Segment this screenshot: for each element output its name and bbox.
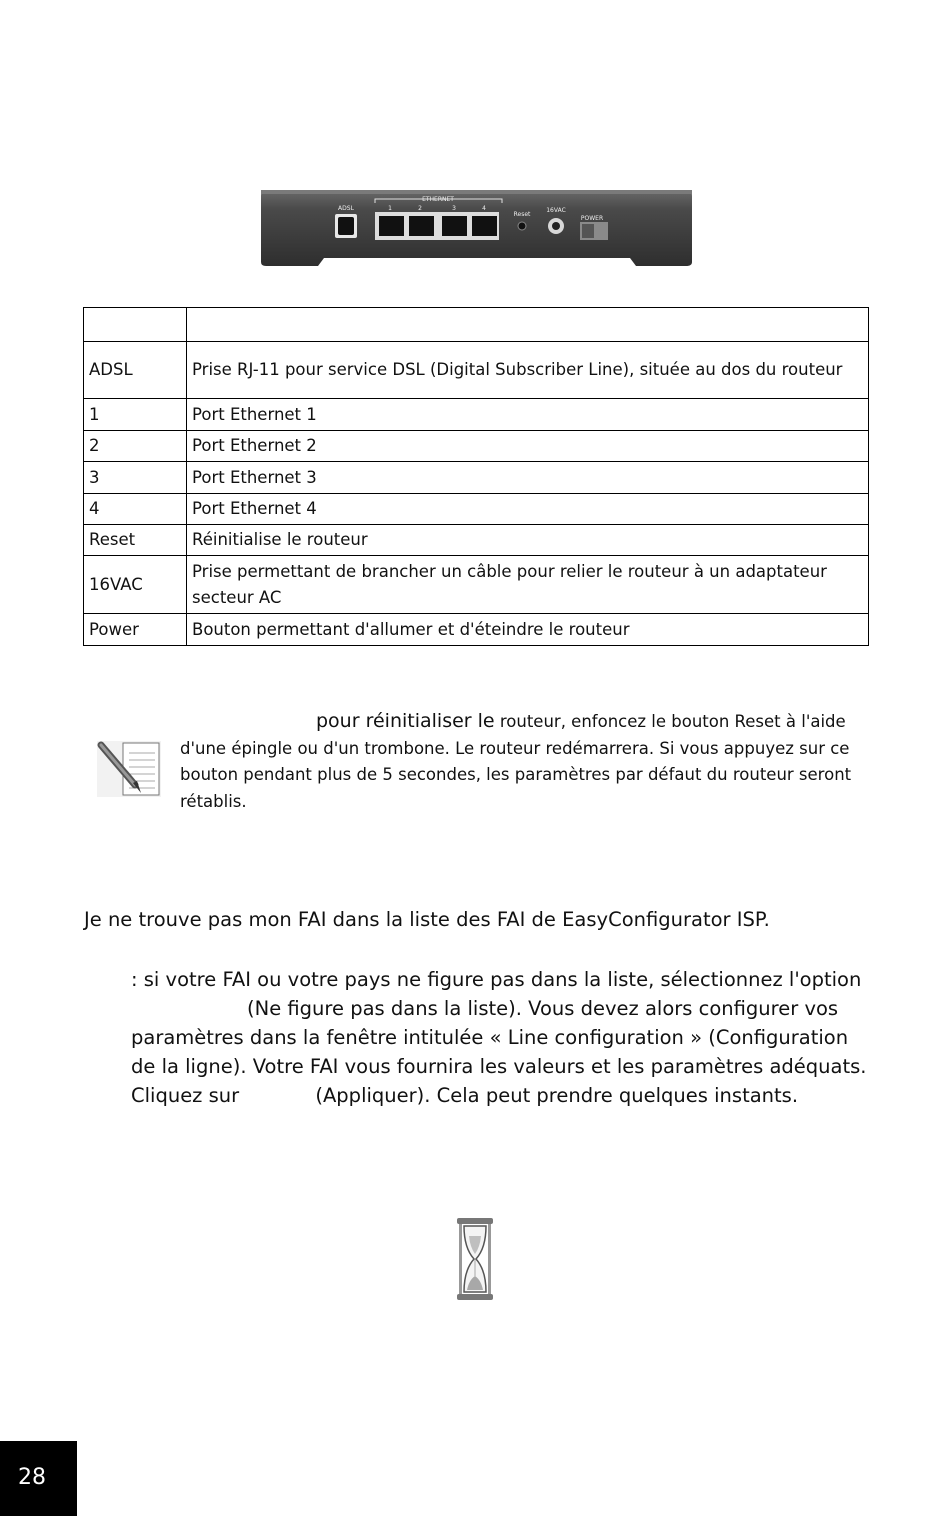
router-label-ethernet: ETHERNET	[422, 196, 454, 203]
router-back-panel-image	[258, 186, 694, 270]
table-row	[84, 399, 869, 431]
port-name: Reset	[84, 525, 187, 556]
router-label-port4: 4	[482, 205, 486, 212]
faq-answer-part3: (Appliquer). Cela peut prendre quelques instants.	[315, 1084, 799, 1107]
note-body: routeur, enfoncez le bouton Reset à l'aide d'une épingle ou d'un trombone. Le routeur redémarrera. Si vous appuyez sur ce bouton pendant plus de 5 secondes, les paramètres par défaut du routeur seront rétablis.	[180, 712, 852, 811]
port-name: 4	[84, 494, 187, 525]
port-description: Bouton permettant d'allumer et d'éteindre le routeur	[187, 614, 869, 646]
reset-note	[180, 708, 880, 815]
table-row	[84, 494, 869, 525]
port-description: Port Ethernet 1	[187, 399, 869, 431]
faq-answer-part2: (Ne figure pas dans la liste). Vous devez alors configurer vos paramètres dans la fenêtre intitulée « Line configuration » (Configuration de la ligne). Votre FAI vous fournira les valeurs et les paramètres adéquats. Cliquez sur	[131, 997, 867, 1107]
hourglass-icon	[443, 1214, 507, 1304]
router-label-port2: 2	[418, 205, 422, 212]
port-name: 16VAC	[84, 556, 187, 614]
port-description: Port Ethernet 3	[187, 462, 869, 494]
table-row	[84, 556, 869, 614]
ports-table	[83, 307, 869, 646]
page-number-tab	[0, 1441, 77, 1516]
port-name: 3	[84, 462, 187, 494]
table-row	[84, 431, 869, 462]
port-description: Prise RJ-11 pour service DSL (Digital Subscriber Line), située au dos du routeur	[187, 342, 869, 399]
faq-answer-part1: : si votre FAI ou votre pays ne figure pas dans la liste, sélectionnez l'option	[131, 968, 862, 991]
table-row	[84, 342, 869, 399]
page-number: 28	[18, 1465, 46, 1490]
router-label-power: POWER	[580, 215, 604, 222]
faq-question: Je ne trouve pas mon FAI dans la liste des FAI de EasyConfigurator ISP.	[84, 908, 770, 931]
port-description: Port Ethernet 2	[187, 431, 869, 462]
faq-answer	[131, 965, 871, 1110]
table-header-cell	[84, 308, 187, 342]
port-name: 2	[84, 431, 187, 462]
note-pencil-icon	[95, 739, 163, 799]
router-label-adsl: ADSL	[338, 205, 354, 212]
table-row	[84, 462, 869, 494]
router-label-reset: Reset	[513, 211, 531, 218]
port-name: 1	[84, 399, 187, 431]
port-name: Power	[84, 614, 187, 646]
table-header-row	[84, 308, 869, 342]
table-row	[84, 614, 869, 646]
port-description: Prise permettant de brancher un câble pour relier le routeur à un adaptateur secteur AC	[187, 556, 869, 614]
port-description: Port Ethernet 4	[187, 494, 869, 525]
port-name: ADSL	[84, 342, 187, 399]
note-lead: pour réinitialiser le	[316, 710, 495, 732]
table-header-cell	[187, 308, 869, 342]
port-description: Réinitialise le routeur	[187, 525, 869, 556]
router-label-ac: 16VAC	[546, 207, 566, 214]
table-row	[84, 525, 869, 556]
router-label-port3: 3	[452, 205, 456, 212]
router-label-port1: 1	[388, 205, 392, 212]
